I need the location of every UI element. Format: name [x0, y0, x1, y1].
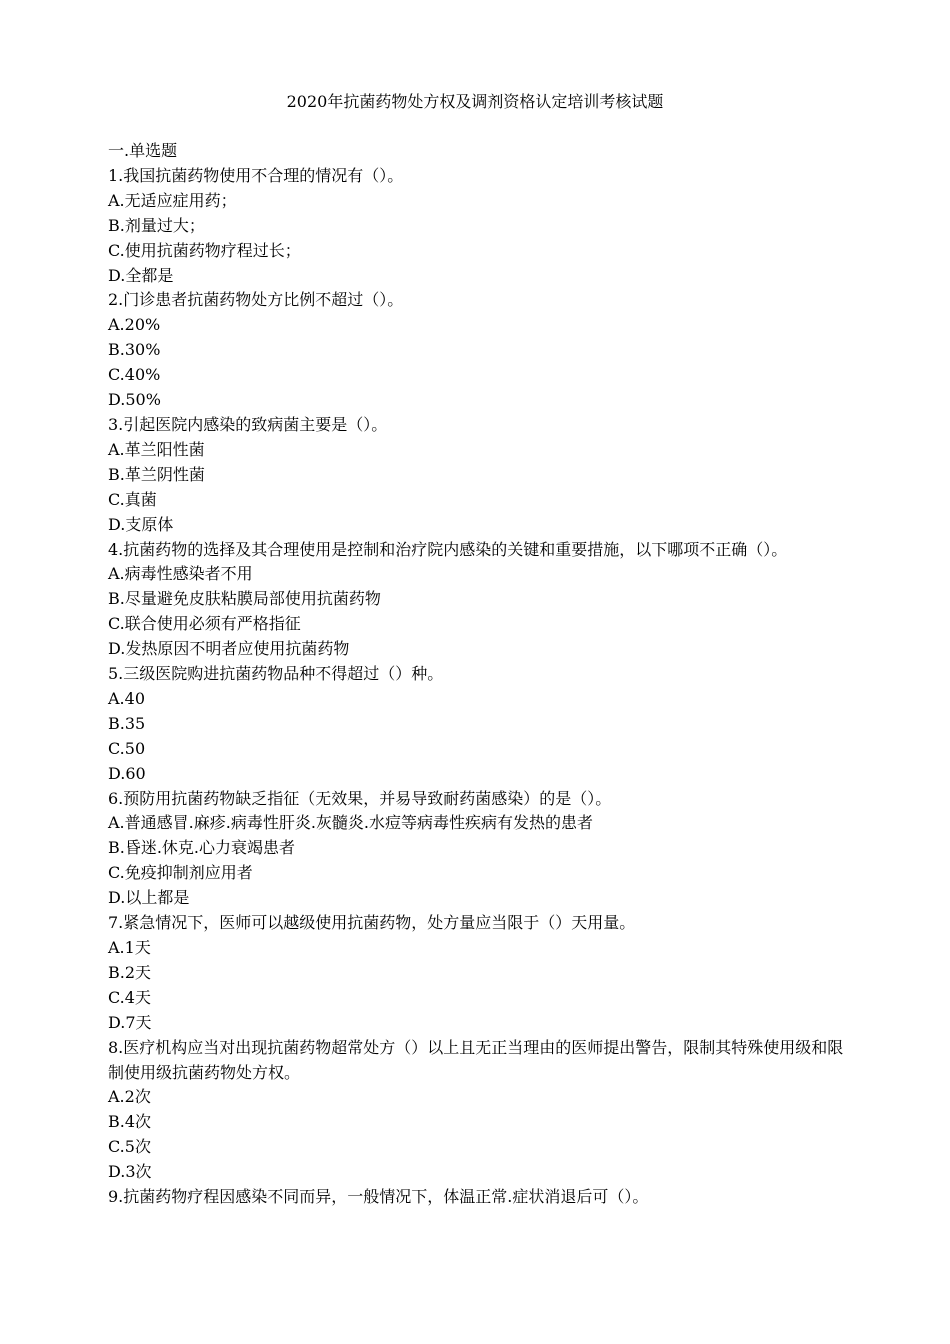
- question-option: D.3次: [108, 1162, 152, 1182]
- question-option: C.联合使用必须有严格指征: [108, 614, 301, 634]
- question-option: B.35: [108, 713, 146, 733]
- question-option: D.60: [108, 763, 146, 783]
- document-body: [108, 139, 848, 1210]
- question-option: A.无适应症用药；: [108, 190, 237, 210]
- question-stem: 3.引起医院内感染的致病菌主要是（）。: [108, 414, 388, 434]
- question-option: A.2次: [108, 1087, 151, 1107]
- question-option: D.发热原因不明者应使用抗菌药物: [108, 639, 350, 659]
- question-option: A.革兰阳性菌: [108, 439, 205, 459]
- question-stem: 8.医疗机构应当对出现抗菌药物超常处方（）以上且无正当理由的医师提出警告，限制其特殊使用级和限制使用级抗菌药物处方权。: [108, 1037, 844, 1082]
- section-heading: 一.单选题: [108, 141, 178, 160]
- question-option: D.全都是: [108, 265, 174, 285]
- question-option: B.革兰阴性菌: [108, 464, 205, 484]
- question-stem: 6.预防用抗菌药物缺乏指征（无效果，并易导致耐药菌感染）的是（）。: [108, 788, 612, 808]
- question-stem: 2.门诊患者抗菌药物处方比例不超过（）。: [108, 290, 404, 310]
- question-option: C.50: [108, 738, 146, 758]
- question-stem: 5.三级医院购进抗菌药物品种不得超过（）种。: [108, 664, 444, 684]
- document-title: 2020年抗菌药物处方权及调剂资格认定培训考核试题: [286, 92, 664, 111]
- question-stem: 4.抗菌药物的选择及其合理使用是控制和治疗院内感染的关键和重要措施，以下哪项不正确（）。: [108, 539, 788, 559]
- question-stem: 7.紧急情况下，医师可以越级使用抗菌药物，处方量应当限于（）天用量。: [108, 913, 636, 933]
- question-option: C.免疫抑制剂应用者: [108, 863, 253, 883]
- question-stem: 9.抗菌药物疗程因感染不同而异，一般情况下，体温正常.症状消退后可（）。: [108, 1187, 649, 1207]
- question-option: A.1天: [108, 938, 151, 957]
- question-option: B.剂量过大；: [108, 215, 205, 235]
- question-option: C.4天: [108, 987, 151, 1007]
- question-option: B.2天: [108, 962, 152, 982]
- question-option: A.病毒性感染者不用: [108, 564, 253, 584]
- question-option: D.7天: [108, 1012, 152, 1032]
- question-option: C.真菌: [108, 489, 157, 509]
- question-option: B.昏迷.休克.心力衰竭患者: [108, 838, 296, 858]
- question-option: A.普通感冒.麻疹.病毒性肝炎.灰髓炎.水痘等病毒性疾病有发热的患者: [108, 813, 593, 833]
- question-stem: 1.我国抗菌药物使用不合理的情况有（）。: [108, 165, 404, 185]
- question-option: B.尽量避免皮肤粘膜局部使用抗菌药物: [108, 589, 381, 609]
- question-option: D.以上都是: [108, 888, 190, 908]
- question-option: C.5次: [108, 1137, 151, 1157]
- question-option: A.20%: [108, 315, 161, 335]
- question-option: D.支原体: [108, 514, 174, 534]
- question-option: D.50%: [108, 390, 161, 410]
- question-option: C.40%: [108, 365, 161, 385]
- question-option: C.使用抗菌药物疗程过长；: [108, 240, 301, 260]
- question-option: B.4次: [108, 1112, 152, 1132]
- question-option: B.30%: [108, 340, 161, 360]
- question-option: A.40: [108, 688, 145, 708]
